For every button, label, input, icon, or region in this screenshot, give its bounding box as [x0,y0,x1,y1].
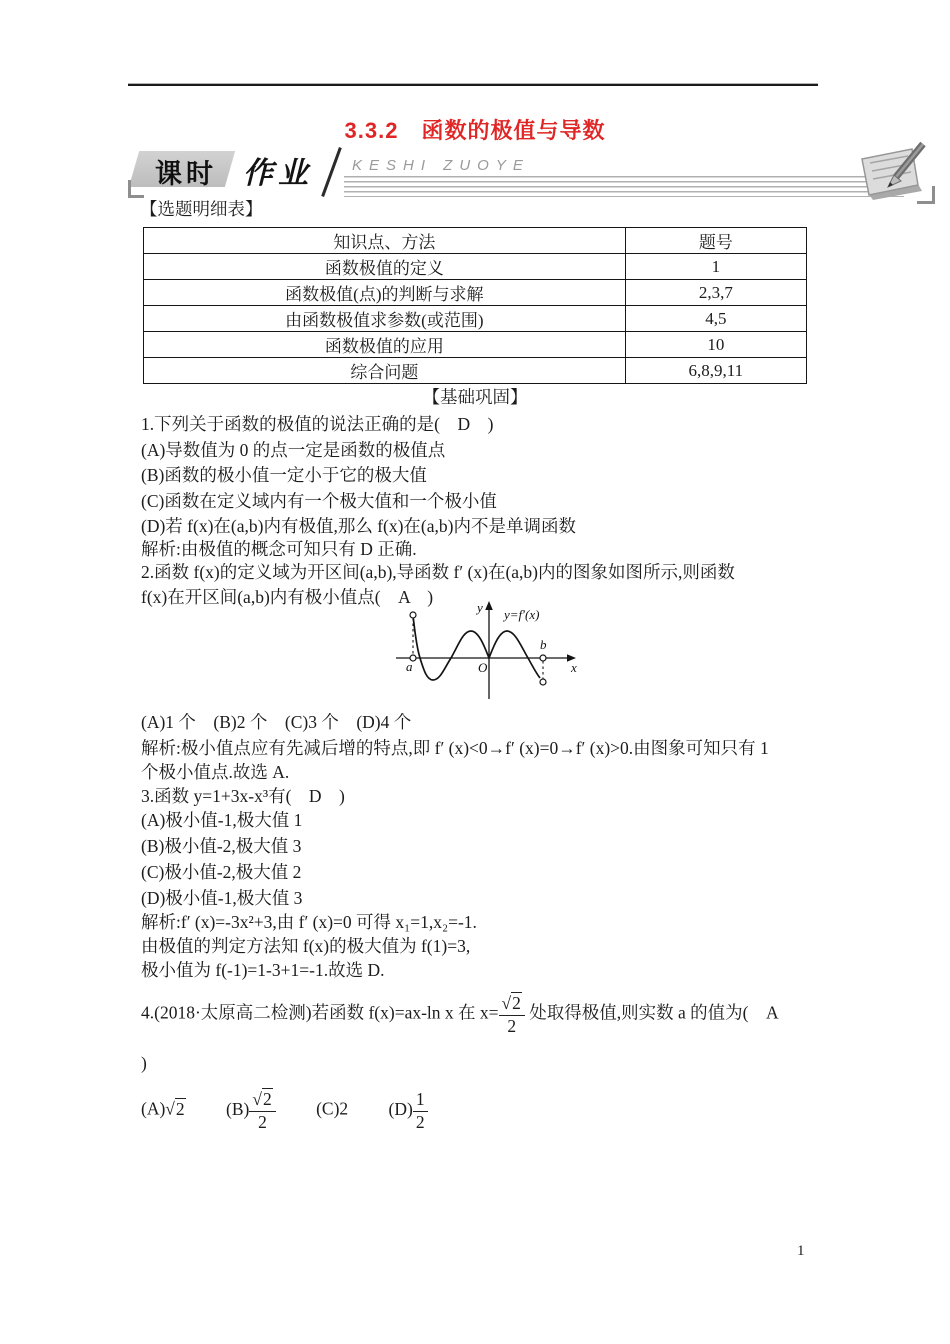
topic-cell: 函数极值的应用 [144,332,626,358]
q4-option-c [316,1099,348,1119]
sqrt-sign: √ [501,993,512,1013]
topic-cell: 由函数极值求参数(或范围) [144,306,626,332]
q4-option-a [141,1098,186,1119]
q2-stem-line1: 2.函数 f(x)的定义域为开区间(a,b),导函数 f′ (x)在(a,b)内的图象如图所示,则函数 [141,562,735,582]
q4-stem-part1: 4.(2018·太原高二检测)若函数 f(x)=ax-ln x 在 x= [141,1002,499,1023]
q3-option-c: (C)极小值-2,极大值 2 [141,862,302,882]
q4-stem-fraction [499,993,525,1036]
fraction-denominator: 2 [415,1111,425,1132]
q1-option-b: (B)函数的极小值一定小于它的极大值 [141,465,427,485]
q2-options: (A)1 个 (B)2 个 (C)3 个 (D)4 个 [141,712,412,732]
fraction-denominator: 2 [258,1111,267,1132]
graph-a-label: a [406,659,413,674]
table-row [144,254,807,280]
graph-curve-label: y=f′(x) [504,607,540,622]
q3-analysis-line3: 极小值为 f(-1)=1-3+1=-1.故选 D. [141,960,385,980]
q1-option-c: (C)函数在定义域内有一个极大值和一个极小值 [141,491,497,511]
q3-stem: 3.函数 y=1+3x-x³有( D ) [141,786,345,806]
fraction-numerator [499,993,525,1016]
option-label: (C) [316,1098,340,1119]
q2-analysis-line2: 个极小值点.故选 A. [141,762,290,782]
nums-cell: 4,5 [625,306,806,332]
nums-cell: 1 [625,254,806,280]
q3-option-d: (D)极小值-1,极大值 3 [141,888,303,908]
q4-stem [141,993,779,1036]
derivative-graph [392,599,580,702]
radicand: 2 [175,1098,185,1119]
notepad-pencil-icon [846,139,934,203]
radicand: 2 [262,1089,272,1109]
radicand: 2 [512,993,521,1013]
selection-table-label: 【选题明细表】 [140,199,263,219]
q1-option-a: (A)导数值为 0 的点一定是函数的极值点 [141,440,446,460]
graph-origin-label: O [478,660,488,675]
q1-option-d: (D)若 f(x)在(a,b)内有极值,那么 f(x)在(a,b)内不是单调函数 [141,516,576,536]
option-label: (D) [388,1098,413,1119]
q4-stem-close-paren: ) [141,1053,147,1073]
fraction-denominator: 2 [507,1015,517,1036]
nums-cell: 10 [625,332,806,358]
q4-stem-part2: 处取得极值,则实数 a 的值为( A [524,1002,779,1023]
topic-cell: 综合问题 [144,358,626,384]
sqrt-sign: √ [252,1089,262,1109]
fraction-numerator: 1 [413,1089,428,1112]
header-rule [128,83,818,86]
banner-ruled-lines [344,176,904,197]
sqrt-sign: √ [165,1098,175,1119]
banner-word-zuoye: 作业 [243,157,313,190]
graph-b-label: b [540,637,547,652]
graph-y-label: y [477,600,483,615]
table-row [144,280,807,306]
topic-cell: 函数极值的定义 [144,254,626,280]
col-header-topic: 知识点、方法 [144,228,626,254]
option-label: (A) [141,1098,166,1119]
selection-table [143,227,807,384]
q4-option-b [226,1089,276,1132]
q1-analysis: 解析:由极值的概念可知只有 D 正确. [141,539,417,559]
table-row [144,306,807,332]
topic-cell: 函数极值(点)的判断与求解 [144,280,626,306]
option-value: 2 [339,1098,349,1119]
q4-option-d-fraction [413,1089,428,1132]
selection-table-header-row [144,228,807,254]
graph-x-label: x [571,660,577,675]
q3-analysis-line1: 解析:f′ (x)=-3x²+3,由 f′ (x)=0 可得 x₁=1,x₂=-1. [141,912,477,932]
banner-pinyin: KESHI ZUOYE [352,157,530,174]
q2-analysis-line1: 解析:极小值点应有先减后增的特点,即 f′ (x)<0→f′ (x)=0→f′ (x)>0.由图象可知只有 1 [141,738,769,758]
q3-analysis-line2: 由极值的判定方法知 f(x)的极大值为 f(1)=3, [141,936,471,956]
q3-option-b: (B)极小值-2,极大值 3 [141,836,302,856]
table-row [144,358,807,384]
q4-option-b-fraction [249,1089,275,1132]
fraction-numerator [249,1089,275,1112]
q1-stem: 1.下列关于函数的极值的说法正确的是( D ) [141,414,494,434]
section-title-basic: 【基础巩固】 [422,387,528,407]
q2-stem-line2: f(x)在开区间(a,b)内有极小值点( A ) [141,587,434,607]
table-row [144,332,807,358]
page-number: 1 [797,1243,805,1259]
q4-options [141,1089,428,1132]
banner-word-keshi: 课时 [155,159,217,189]
q3-option-a: (A)极小值-1,极大值 1 [141,810,303,830]
nums-cell: 2,3,7 [625,280,806,306]
nums-cell: 6,8,9,11 [625,358,806,384]
banner-slash [321,147,342,197]
q4-option-d [388,1089,428,1132]
page-title: 3.3.2 函数的极值与导数 [344,118,606,143]
col-header-nums: 题号 [625,228,806,254]
option-label: (B) [226,1098,250,1119]
